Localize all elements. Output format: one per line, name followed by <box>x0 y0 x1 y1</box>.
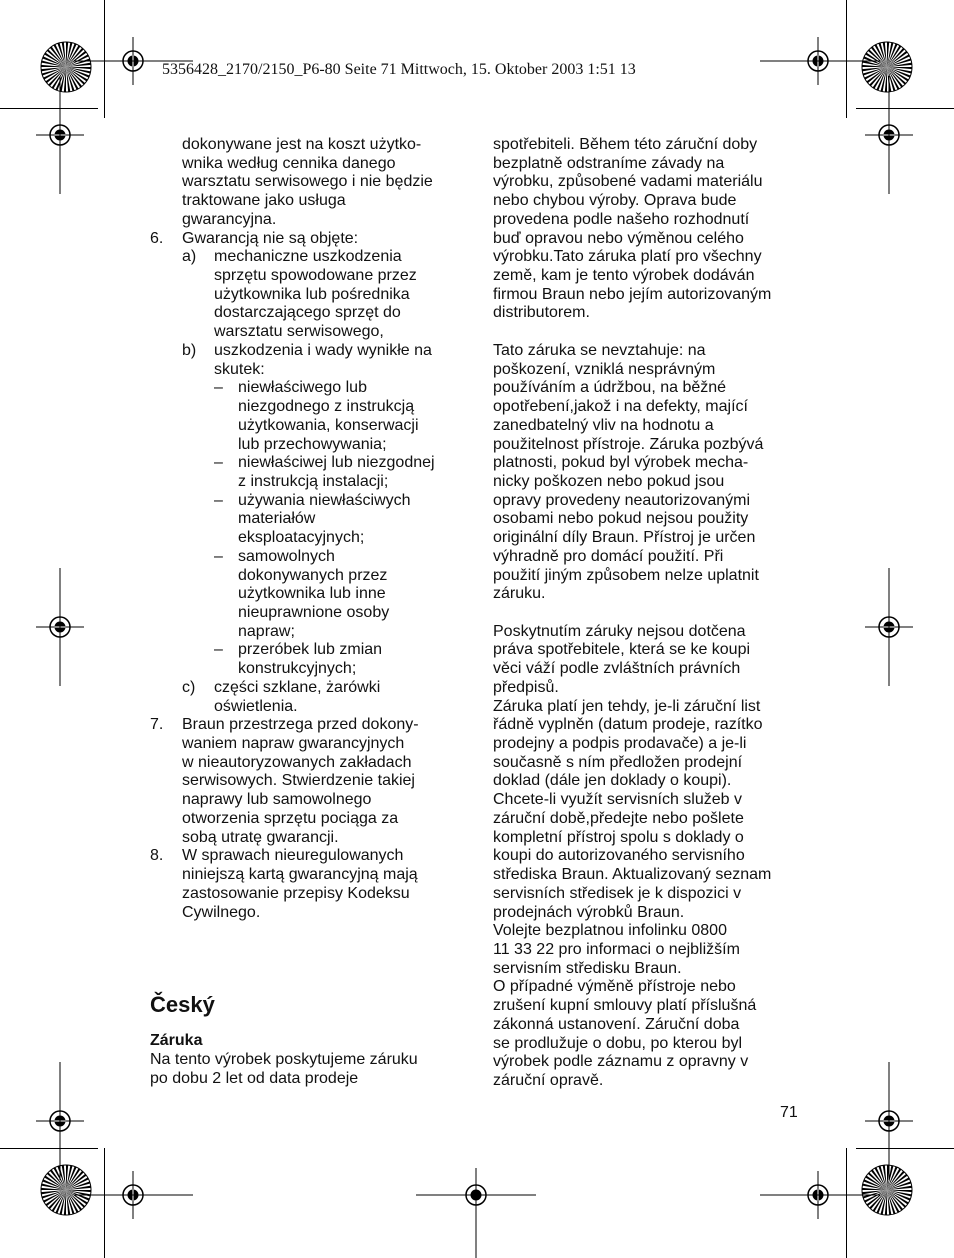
starburst-mark <box>862 1165 912 1215</box>
paragraph-line: W sprawach nieuregulowanych <box>182 847 404 865</box>
paragraph-line: výrobku, způsobené vadami materiálu <box>493 173 763 191</box>
paragraph-line: bezplatně odstraníme závady na <box>493 154 725 172</box>
paragraph-line: nieuprawnione osoby <box>238 604 390 621</box>
paragraph-line: Poskytnutím záruky nejsou dotčena <box>493 622 746 640</box>
paragraph-line: gwarancyjna. <box>182 210 277 228</box>
paragraph-line: provedena podle našeho rozhodnutí <box>493 210 750 228</box>
paragraph-line: Záruka platí jen tehdy, je-li záruční list <box>493 697 761 715</box>
list-letter: a) <box>182 248 197 266</box>
paragraph-line: záruční době,předejte nebo pošlete <box>493 809 744 827</box>
paragraph-line: skutek: <box>214 360 265 378</box>
paragraph-line: výrobek podle záznamu z opravny v <box>493 1053 749 1071</box>
paragraph-line: dostarczającego sprzęt do <box>214 304 401 322</box>
paragraph-line: poškození, vzniklá nesprávným <box>493 360 716 378</box>
dash-bullet: – <box>214 641 223 659</box>
paragraph-line: Na tento výrobek poskytujeme záruku <box>150 1051 418 1068</box>
paragraph-line: części szklane, żarówki <box>214 678 381 696</box>
paragraph-line: prodejny a podpis prodavače) a je-li <box>493 735 747 753</box>
paragraph-line: originální díly Braun. Přístroj je určen <box>493 529 756 547</box>
paragraph-line: sobą utratę gwarancji. <box>182 828 339 846</box>
starburst-mark <box>862 42 912 92</box>
paragraph-line: záruku. <box>493 585 546 603</box>
paragraph-line: Volejte bezplatnou infolinku 0800 <box>493 922 727 940</box>
paragraph-line: výrobku.Tato záruka platí pro všechny <box>493 248 762 266</box>
paragraph-line: použitelnost přístroje. Záruka pozbývá <box>493 435 764 453</box>
paragraph-line: opravy provedeny neautorizovanými <box>493 491 751 509</box>
paragraph-line: Tato záruka se nevztahuje: na <box>493 341 706 359</box>
paragraph-line: střediska Braun. Aktualizovaný seznam <box>493 866 772 884</box>
paragraph-line: oświetlenia. <box>214 697 298 715</box>
paragraph-line: traktowane jako usługa <box>182 192 346 210</box>
list-letter: b) <box>182 341 197 359</box>
paragraph-line: 11 33 22 pro informaci o nejbližším <box>493 940 740 958</box>
paragraph-line: sprzętu spowodowane przez <box>214 267 417 285</box>
paragraph-line: osobami nebo pokud nejsou použity <box>493 510 749 528</box>
paragraph-line: z instrukcją instalacji; <box>238 472 389 490</box>
paragraph-line: dokonywanych przez <box>238 566 388 584</box>
paragraph-line: země, kam je tento výrobek dodáván <box>493 267 755 285</box>
paragraph-line: servisních středisek je k dispozici v <box>493 884 742 902</box>
paragraph-line: niniejszą kartą gwarancyjną mają <box>182 866 418 884</box>
paragraph-line: konstrukcyjnych; <box>238 660 357 678</box>
section-title: Český <box>150 992 215 1017</box>
paragraph-line: výhradně pro domácí použití. Při <box>493 547 724 565</box>
paragraph-line: w nieautoryzowanych zakładach <box>182 753 412 771</box>
paragraph-line: zákonná ustanovení. Záruční doba <box>493 1015 740 1033</box>
page-number: 71 <box>780 1104 798 1121</box>
paragraph-line: věci váží podle zvláštních právních <box>493 660 741 678</box>
dash-bullet: – <box>214 491 223 509</box>
paragraph-line: O případné výměně přístroje nebo <box>493 978 736 996</box>
paragraph-line: używania niewłaściwych <box>238 491 411 509</box>
dash-bullet: – <box>214 454 223 472</box>
paragraph-line: warsztatu serwisowego i nie będzie <box>182 173 433 191</box>
paragraph-line: dokonywane jest na koszt użytko- <box>182 136 422 153</box>
paragraph-line: kompletní přístroj spolu s doklady o <box>493 828 744 846</box>
paragraph-line: niewłaściwego lub <box>238 379 367 397</box>
dash-bullet: – <box>214 379 223 397</box>
paragraph-line: wnika według cennika danego <box>182 154 396 172</box>
paragraph-line: użytkownika lub pośrednika <box>214 285 410 303</box>
paragraph-line: naprawy lub samowolnego <box>182 791 372 809</box>
paragraph-line: mechaniczne uszkodzenia <box>214 248 402 266</box>
paragraph-line: zanedbatelný vliv na hodnotu a <box>493 416 714 434</box>
starburst-mark <box>41 42 91 92</box>
list-number: 8. <box>150 847 164 865</box>
paragraph-line: uszkodzenia i wady wynikłe na <box>214 341 432 359</box>
paragraph-line: servisním středisku Braun. <box>493 959 682 977</box>
paragraph-line: prodejnách výrobků Braun. <box>493 903 685 921</box>
starburst-mark <box>41 1165 91 1215</box>
paragraph-line: warsztatu serwisowego, <box>214 323 384 341</box>
paragraph-line: záruční opravě. <box>493 1072 604 1089</box>
paragraph-line: użytkowania, konserwacji <box>238 416 419 434</box>
paragraph-line: se prodlužuje o dobu, po kterou byl <box>493 1034 743 1052</box>
paragraph-line: práva spotřebitele, která se ke koupi <box>493 641 751 659</box>
paragraph-line: předpisů. <box>493 678 559 696</box>
paragraph-line: niewłaściwej lub niezgodnej <box>238 454 435 472</box>
list-number: 6. <box>150 229 164 247</box>
paragraph-line: Cywilnego. <box>182 903 261 921</box>
paragraph-line: Chcete-li využít servisních služeb v <box>493 791 742 809</box>
paragraph-line: koupi do autorizovaného servisního <box>493 847 745 865</box>
list-letter: c) <box>182 678 196 696</box>
paragraph-line: po dobu 2 let od data prodeje <box>150 1070 359 1087</box>
dash-bullet: – <box>214 547 223 565</box>
paragraph-line: používáním a údržbou, na běžné <box>493 379 727 397</box>
paragraph-line: niezgodnego z instrukcją <box>238 398 415 416</box>
list-item-text: Gwarancją nie są objęte: <box>182 229 359 247</box>
list-number: 7. <box>150 716 164 734</box>
paragraph-line: napraw; <box>238 622 295 640</box>
paragraph-line: otworzenia sprzętu pociąga za <box>182 809 399 827</box>
paragraph-line: materiałów <box>238 510 316 528</box>
paragraph-line: Braun przestrzega przed dokony- <box>182 716 419 734</box>
paragraph-line: lub przechowywania; <box>238 435 387 453</box>
paragraph-line: waniem napraw gwarancyjnych <box>182 735 405 753</box>
paragraph-line: řádně vyplněn (datum prodeje, razítko <box>493 716 763 734</box>
paragraph-line: použití jiným způsobem nelze uplatnit <box>493 566 759 584</box>
paragraph-line: současně s ním předložen prodejní <box>493 753 743 771</box>
paragraph-line: distributorem. <box>493 304 590 322</box>
paragraph-line: nicky poškozen nebo pokud jsou <box>493 472 725 490</box>
paragraph-line: eksploatacyjnych; <box>238 529 365 547</box>
paragraph-line: przeróbek lub zmian <box>238 641 383 659</box>
print-header: 5356428_2170/2150_P6-80 Seite 71 Mittwoch, 15. Oktober 2003 1:51 13 <box>162 61 636 78</box>
paragraph-line: zastosowanie przepisy Kodeksu <box>182 884 410 902</box>
paragraph-line: opotřebení,jakož i na defekty, mající <box>493 398 748 416</box>
paragraph-line: firmou Braun nebo jejím autorizovaným <box>493 285 772 303</box>
subsection-title: Záruka <box>150 1032 203 1049</box>
paragraph-line: użytkownika lub inne <box>238 585 386 603</box>
paragraph-line: doklad (dále jen doklady o koupi). <box>493 772 732 790</box>
paragraph-line: nebo chybou výroby. Oprava bude <box>493 192 737 210</box>
paragraph-line: platnosti, pokud byl výrobek mecha- <box>493 454 749 472</box>
paragraph-line: buď opravou nebo výměnou celého <box>493 229 744 247</box>
paragraph-line: serwisowych. Stwierdzenie takiej <box>182 772 415 790</box>
paragraph-line: zrušení kupní smlouvy platí příslušná <box>493 997 757 1015</box>
paragraph-line: spotřebiteli. Během této záruční doby <box>493 136 758 153</box>
paragraph-line: samowolnych <box>238 547 335 565</box>
